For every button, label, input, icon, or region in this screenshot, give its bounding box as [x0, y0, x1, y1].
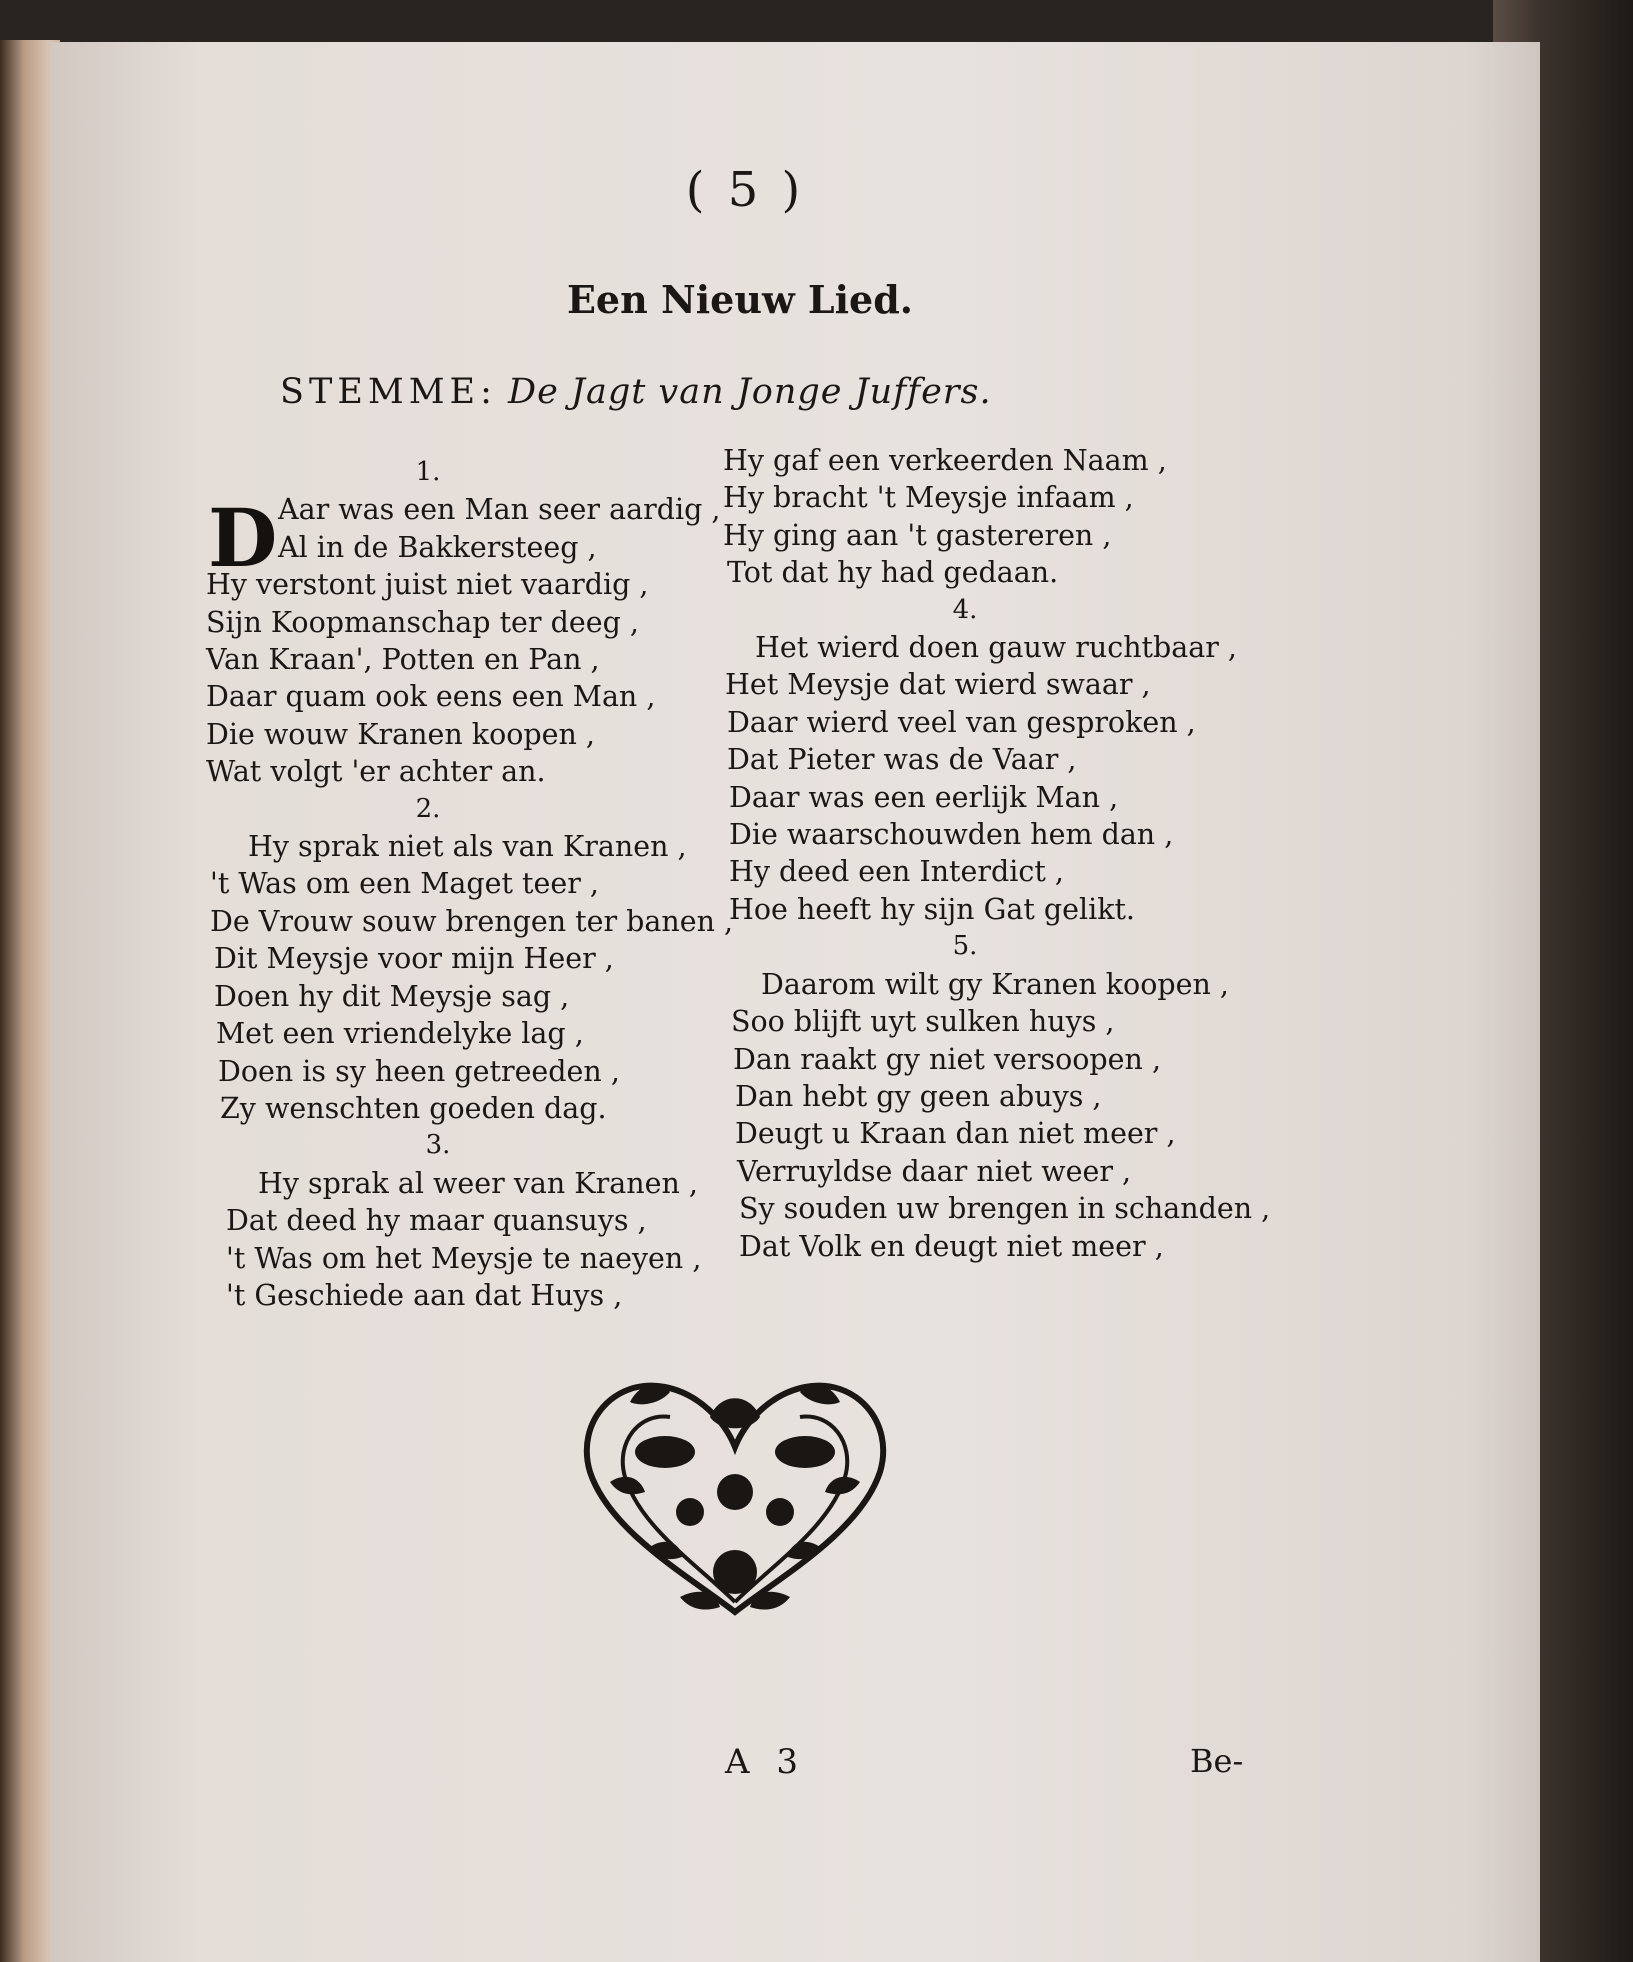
book-page	[50, 42, 1540, 1962]
verse-line: Sy souden uw brengen in schanden ,	[739, 1192, 1271, 1226]
stanza	[665, 928, 1271, 1265]
stanza-number: 2.	[415, 793, 441, 824]
verse-line: Hy deed een Interdict ,	[729, 855, 1064, 889]
drop-cap: D	[208, 491, 278, 585]
verse-line: Soo blijft uyt sulken huys ,	[731, 1005, 1115, 1039]
song-title: Een Nieuw Lied.	[566, 277, 914, 322]
verse-line: Dat Volk en deugt niet meer ,	[739, 1229, 1164, 1263]
verse-line: Daar wierd veel van gesproken ,	[727, 705, 1196, 739]
stanza	[158, 454, 721, 791]
verse-line: Wat volgt 'er achter an.	[206, 755, 546, 789]
stanza	[158, 1127, 702, 1314]
verse-line: Al in de Bakkersteeg ,	[278, 530, 597, 564]
stanza-number: 1.	[415, 457, 441, 487]
catchword: Be-	[1190, 1742, 1244, 1780]
stanza-number: 5.	[952, 931, 978, 962]
left-column	[158, 454, 734, 1314]
tune-line	[280, 372, 1180, 412]
verse-line: Deugt u Kraan dan niet meer ,	[735, 1117, 1176, 1151]
page-number: ( 5 )	[685, 162, 805, 218]
verse-line: Met een vriendelyke lag ,	[216, 1017, 584, 1051]
tune-label: STEMME:	[280, 372, 497, 412]
verse-line: Sijn Koopmanschap ter deeg ,	[206, 605, 639, 639]
tune-name: De Jagt van Jonge Juffers.	[508, 372, 992, 412]
stanza	[158, 791, 734, 1128]
verse-line: Dan raakt gy niet versoopen ,	[733, 1042, 1162, 1076]
verse-line: Daarom wilt gy Kranen koopen ,	[761, 967, 1229, 1001]
verse-line: Het wierd doen gauw ruchtbaar ,	[755, 631, 1237, 665]
verse-line: Hoe heeft hy sijn Gat gelikt.	[729, 892, 1135, 926]
verse-line: Het Meysje dat wierd swaar ,	[725, 668, 1151, 702]
verse-line: Verruyldse daar niet weer ,	[737, 1154, 1132, 1188]
stanza-number: 3.	[425, 1130, 451, 1161]
verse-line: Aar was een Man seer aardig ,	[278, 493, 721, 527]
verse-line: Dan hebt gy geen abuys ,	[735, 1079, 1102, 1113]
right-column	[665, 442, 1271, 1265]
verse-line: Hy bracht 't Meysje infaam ,	[723, 481, 1134, 515]
verse-line: Hy sprak al weer van Kranen ,	[258, 1166, 698, 1200]
verse-line: Die wouw Kranen koopen ,	[206, 717, 595, 751]
signature-mark: A 3	[725, 1742, 806, 1782]
verse-line: Hy sprak niet als van Kranen ,	[248, 830, 687, 864]
verse-line: Zy wenschten goeden dag.	[220, 1091, 607, 1125]
verse-line: Daar was een eerlijk Man ,	[729, 780, 1119, 814]
verse-line: Hy verstont juist niet vaardig ,	[206, 568, 649, 602]
floral-heart-ornament-icon	[570, 1362, 900, 1632]
verse-line: Hy gaf een verkeerden Naam ,	[723, 444, 1167, 477]
verse-line: Dat deed hy maar quansuys ,	[226, 1204, 647, 1238]
stanza	[665, 592, 1237, 929]
verse-line: Dit Meysje voor mijn Heer ,	[214, 942, 614, 976]
verse-line: Tot dat hy had gedaan.	[727, 556, 1059, 590]
verse-line: Doen is sy heen getreeden ,	[218, 1054, 620, 1088]
verse-line: Daar quam ook eens een Man ,	[206, 680, 656, 714]
verse-line: Van Kraan', Potten en Pan ,	[206, 643, 600, 677]
verse-line: Doen hy dit Meysje sag ,	[214, 979, 570, 1013]
verse-line: 't Geschiede aan dat Huys ,	[226, 1278, 623, 1312]
stanza-number: 4.	[952, 594, 978, 625]
verse-line: 't Was om een Maget teer ,	[210, 867, 599, 901]
verse-line: 't Was om het Meysje te naeyen ,	[226, 1241, 702, 1275]
verse-line: Hy ging aan 't gastereren ,	[723, 518, 1112, 552]
verse-line: De Vrouw souw brengen ter banen ,	[210, 904, 734, 938]
verse-line: Dat Pieter was de Vaar ,	[727, 743, 1077, 777]
stanza	[665, 442, 1225, 592]
verse-line: Die waarschouwden hem dan ,	[729, 818, 1174, 852]
